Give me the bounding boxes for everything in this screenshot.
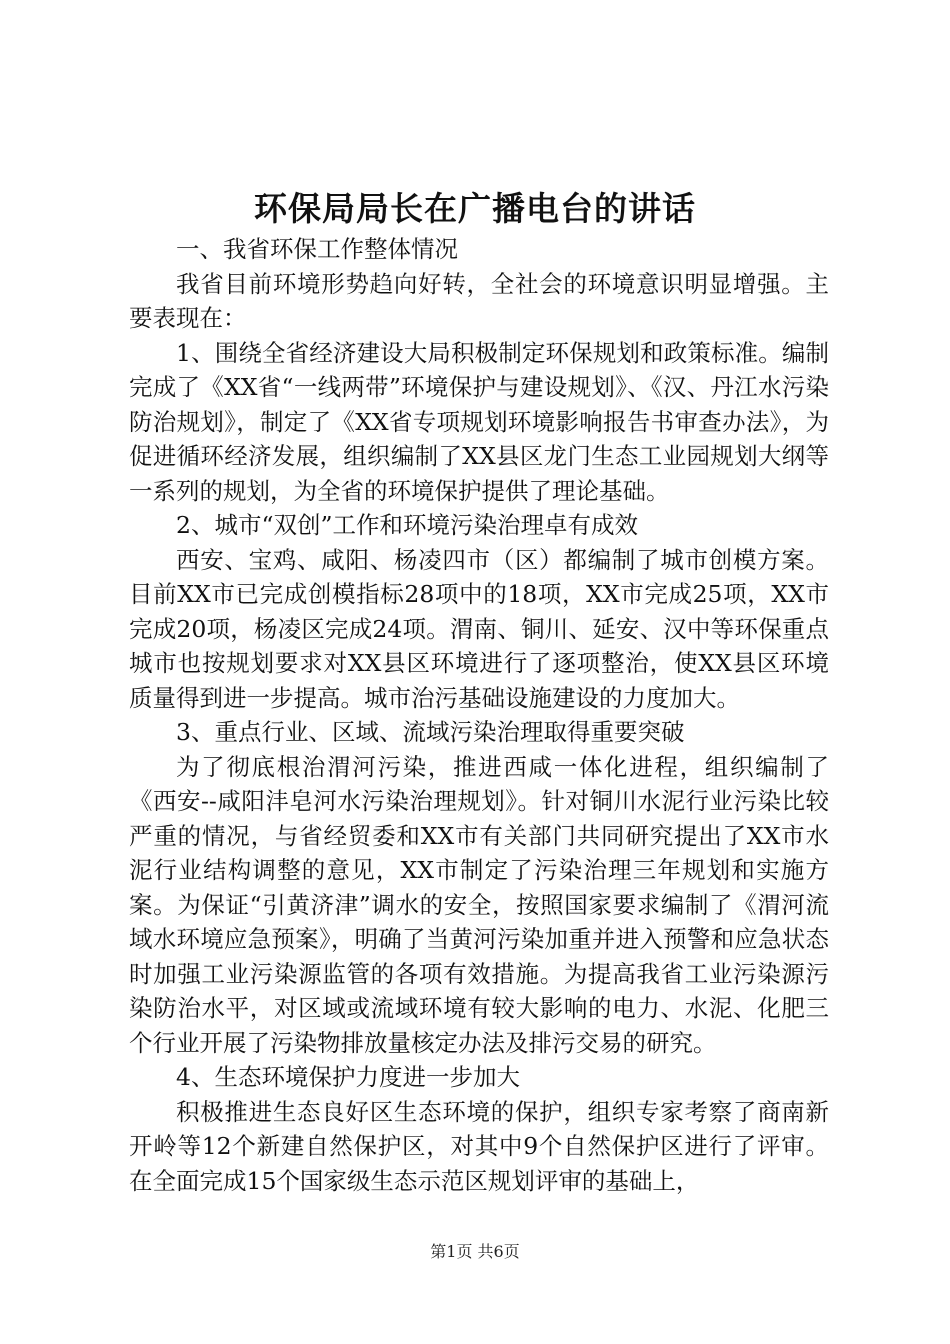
paragraph-intro: 我省目前环境形势趋向好转，全社会的环境意识明显增强。主要表现在： (129, 269, 829, 332)
document-title: 环保局局长在广播电台的讲话 (254, 189, 696, 228)
document-body (129, 232, 829, 1198)
page-footer: 第1页 共6页 (430, 1242, 520, 1261)
section-heading-1: 一、我省环保工作整体情况 (176, 235, 458, 263)
subheading-item-2: 2、城市“双创”工作和环境污染治理卓有成效 (176, 511, 638, 539)
subheading-item-3: 3、重点行业、区域、流域污染治理取得重要突破 (176, 718, 685, 746)
paragraph-item-3: 为了彻底根治渭河污染，推进西咸一体化进程，组织编制了《西安--咸阳沣皂河水污染治理规划》。针对铜川水泥行业污染比较严重的情况，与省经贸委和XX市有关部门共同研究提出了XX市水泥行业结构调整的意见，XX市制定了污染治理三年规划和实施方案。为保证“引黄济津”调水的安全，按照国家要求编制了《渭河流域水环境应急预案》，明确了当黄河污染加重并进入预警和应急状态时加强工业污染源监管的各项有效措施。为提高我省工业污染源污染防治水平，对区域或流域环境有较大影响的电力、水泥、化肥三个行业开展了污染物排放量核定办法及排污交易的研究。 (129, 752, 829, 1057)
paragraph-item-4: 积极推进生态良好区生态环境的保护，组织专家考察了商南新开岭等12个新建自然保护区，对其中9个自然保护区进行了评审。在全面完成15个国家级生态示范区规划评审的基础上， (129, 1097, 829, 1195)
paragraph-item-2: 西安、宝鸡、咸阳、杨凌四市（区）都编制了城市创模方案。目前XX市已完成创模指标28项中的18项，XX市完成25项，XX市完成20项，杨凌区完成24项。渭南、铜川、延安、汉中等环保重点城市也按规划要求对XX县区环境进行了逐项整治，使XX县区环境质量得到进一步提高。城市治污基础设施建设的力度加大。 (129, 545, 829, 712)
subheading-item-4: 4、生态环境保护力度进一步加大 (176, 1063, 520, 1091)
paragraph-item-1: 1、围绕全省经济建设大局积极制定环保规划和政策标准。编制完成了《XX省“一线两带”环境保护与建设规划》、《汉、丹江水污染防治规划》，制定了《XX省专项规划环境影响报告书审查办法》，为促进循环经济发展，组织编制了XX县区龙门生态工业园规划大纲等一系列的规划，为全省的环境保护提供了理论基础。 (129, 338, 829, 505)
